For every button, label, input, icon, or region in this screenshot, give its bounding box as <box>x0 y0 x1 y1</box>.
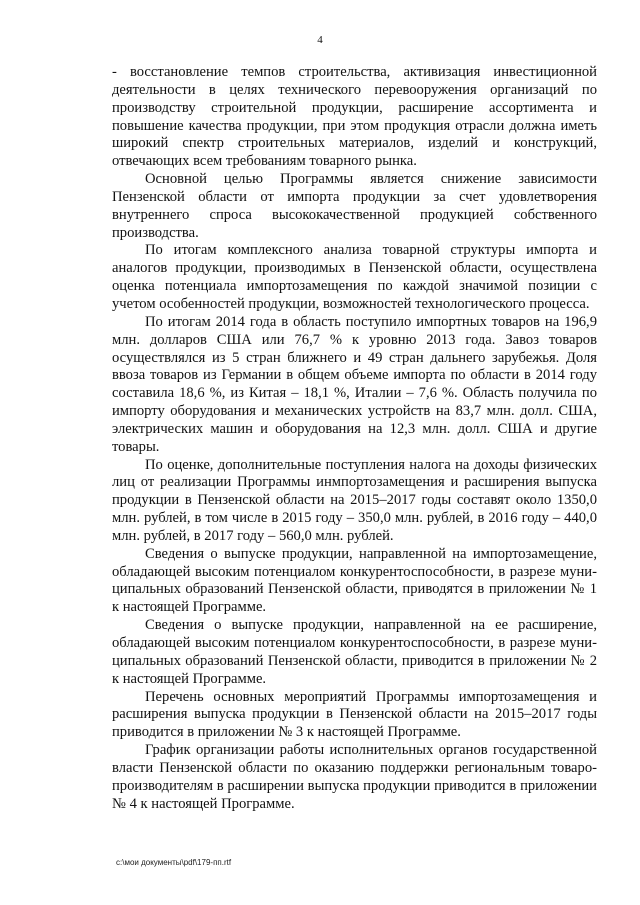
paragraph-import-statistics: По итогам 2014 года в область поступило импортных товаров на 196,9 млн. долларов США или 76,7 % к уровню 2013 года. Завоз товаров осуществлялся из 5 стран ближнего и 49 стран дальнего зарубежья. Доля ввоза товаров из Германии в общем объеме импорта по области в 2014 году составила 18,6 %, из Китая – 18,1 %, Италии – 7,6 %. Область получила по импорту оборудования и механических устройств на 83,7 млн. долл. США, электрических машин и оборудования на 12,3 млн. долл. США и другие товары. <box>112 313 597 455</box>
paragraph-main-goal: Основной целью Программы является снижение зависимости Пензенской области от импорта продукции за счет удовлетворения внутреннего спроса высококачественной продукцией собственного производства. <box>112 171 597 241</box>
document-body <box>112 64 597 813</box>
paragraph-appendix-3: Перечень основных мероприятий Программы импортозамещения и расширения выпуска продукции в Пензенской области на 2015–2017 годы приводится в приложении № 3 к настоящей Программе. <box>112 688 597 741</box>
paragraph-appendix-1: Сведения о выпуске продукции, направленной на импортозамещение, обладающей высоким потенциалом конкурентоспособности, в разрезе муниципальных образований Пензенской области, приводятся в приложении № 1 к настоящей Программе. <box>112 545 597 616</box>
paragraph-appendix-2: Сведения о выпуске продукции, направленной на ее расширение, обладающей высоким потенциалом конкурентоспособности, в разрезе муниципальных образований Пензенской области, приводится в приложении № 2 к настоящей Программе. <box>112 617 597 687</box>
paragraph-construction-goals: - восстановление темпов строительства, активизация инвестиционной деятельности в целях технического перевооружения организаций по производству строительной продукции, расширение ассортимента и повышение качества продукции, при этом продукция отрасли должна иметь широкий спектр строительных материалов, изделий и конструкций, отвечающих всем требованиям товарного рынка. <box>112 64 597 170</box>
paragraph-import-analysis: По итогам комплексного анализа товарной структуры импорта и аналогов продукции, производимых в Пензенской области, осуществлена оценка потенциала импортозамещения по каждой значимой позиции с учетом особенностей продукции, возможностей технологического процесса. <box>112 242 597 312</box>
paragraph-appendix-4: График организации работы исполнительных органов государственной власти Пензенской области по оказанию поддержки региональным товаропроизводителям в расширении выпуска продукции приводится в приложении № 4 к настоящей Программе. <box>112 742 597 812</box>
paragraph-tax-estimate: По оценке, дополнительные поступления налога на доходы физических лиц от реализации Программы инмпортозамещения и расширения выпуска продукции в Пензенской области на 2015–2017 годы составят около 1350,0 млн. рублей, в том числе в 2015 году – 350,0 млн. рублей, в 2016 году – 440,0 млн. рублей, в 2017 году – 560,0 млн. рублей. <box>112 456 597 544</box>
footer-file-path: c:\мои документы\pdf\179-пп.rtf <box>116 858 232 867</box>
page-number: 4 <box>317 34 323 46</box>
